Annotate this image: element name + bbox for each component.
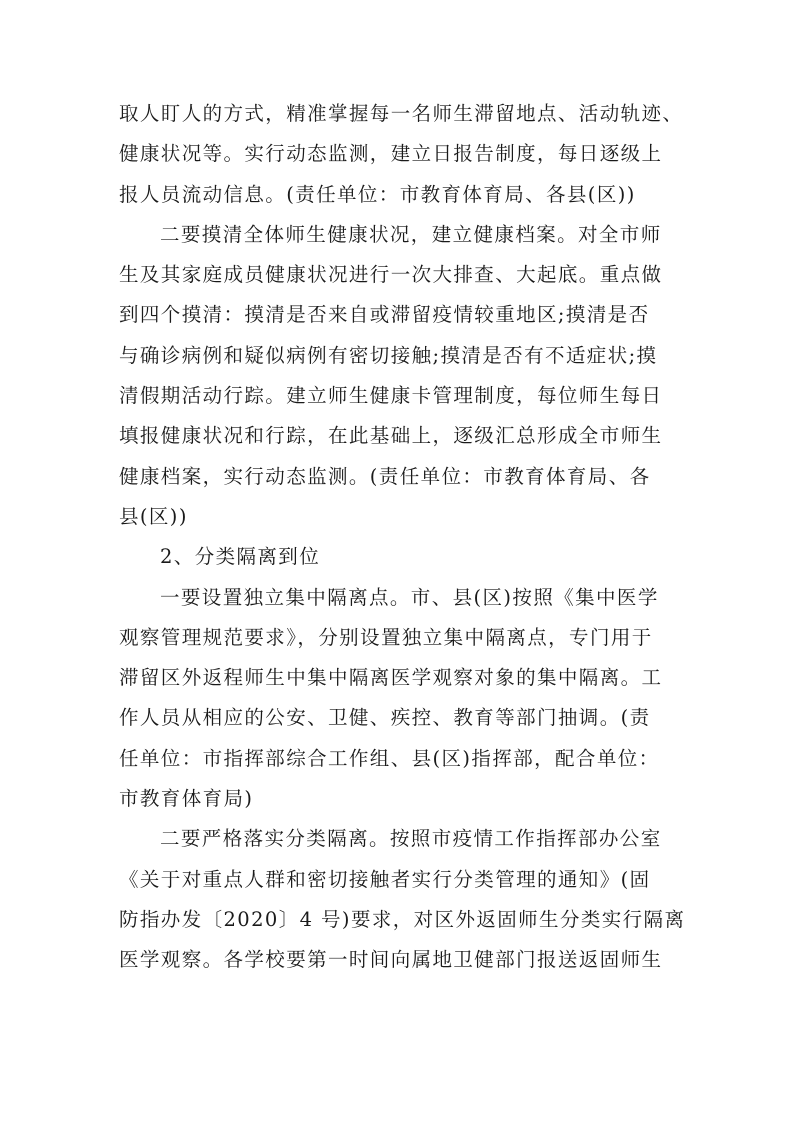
paragraph-start-classified-isolation: 二要严格落实分类隔离。按照市疫情工作指挥部办公室 (160, 827, 662, 851)
document-body (119, 94, 687, 981)
text-line-18: 市教育体育局) (119, 787, 254, 811)
text-line-21: 防指办发〔2020〕4 号)要求，对区外返固师生分类实行隔离 (119, 907, 686, 931)
text-line-11: 县(区)) (119, 504, 188, 528)
text-line-1: 取人盯人的方式，精准掌握每一名师生滞留地点、活动轨迹、 (119, 102, 684, 125)
text-line-6: 到四个摸清：摸清是否来自或滞留疫情较重地区;摸清是否 (119, 303, 650, 327)
text-line-3: 报人员流动信息。(责任单位：市教育体育局、各县(区)) (119, 182, 636, 206)
paragraph-start-isolation-points: 一要设置独立集中隔离点。市、县(区)按照《集中医学 (160, 585, 659, 609)
text-line-7: 与确诊病例和疑似病例有密切接触;摸清是否有不适症状;摸 (119, 343, 658, 367)
paragraph-start-health-records: 二要摸清全体师生健康状况，建立健康档案。对全市师 (160, 222, 662, 246)
text-line-15: 滞留区外返程师生中集中隔离医学观察对象的集中隔离。工 (119, 666, 663, 690)
text-line-14: 观察管理规范要求》，分别设置独立集中隔离点，专门用于 (119, 625, 653, 649)
section-heading: 2、分类隔离到位 (160, 545, 321, 569)
text-line-17: 任单位：市指挥部综合工作组、县(区)指挥部，配合单位： (119, 746, 660, 770)
text-line-5: 生及其家庭成员健康状况进行一次大排查、大起底。重点做 (119, 263, 663, 287)
text-line-8: 清假期活动行踪。建立师生健康卡管理制度，每位师生每日 (119, 384, 663, 408)
text-line-2: 健康状况等。实行动态监测，建立日报告制度，每日逐级上 (119, 142, 663, 166)
text-line-22: 医学观察。各学校要第一时间向属地卫健部门报送返固师生 (119, 948, 663, 972)
text-line-10: 健康档案，实行动态监测。(责任单位：市教育体育局、各 (119, 464, 651, 488)
text-line-16: 作人员从相应的公安、卫健、疾控、教育等部门抽调。(责 (119, 706, 651, 730)
text-line-20: 《关于对重点人群和密切接触者实行分类管理的通知》(固 (119, 867, 651, 891)
text-line-9: 填报健康状况和行踪，在此基础上，逐级汇总形成全市师生 (119, 424, 663, 448)
